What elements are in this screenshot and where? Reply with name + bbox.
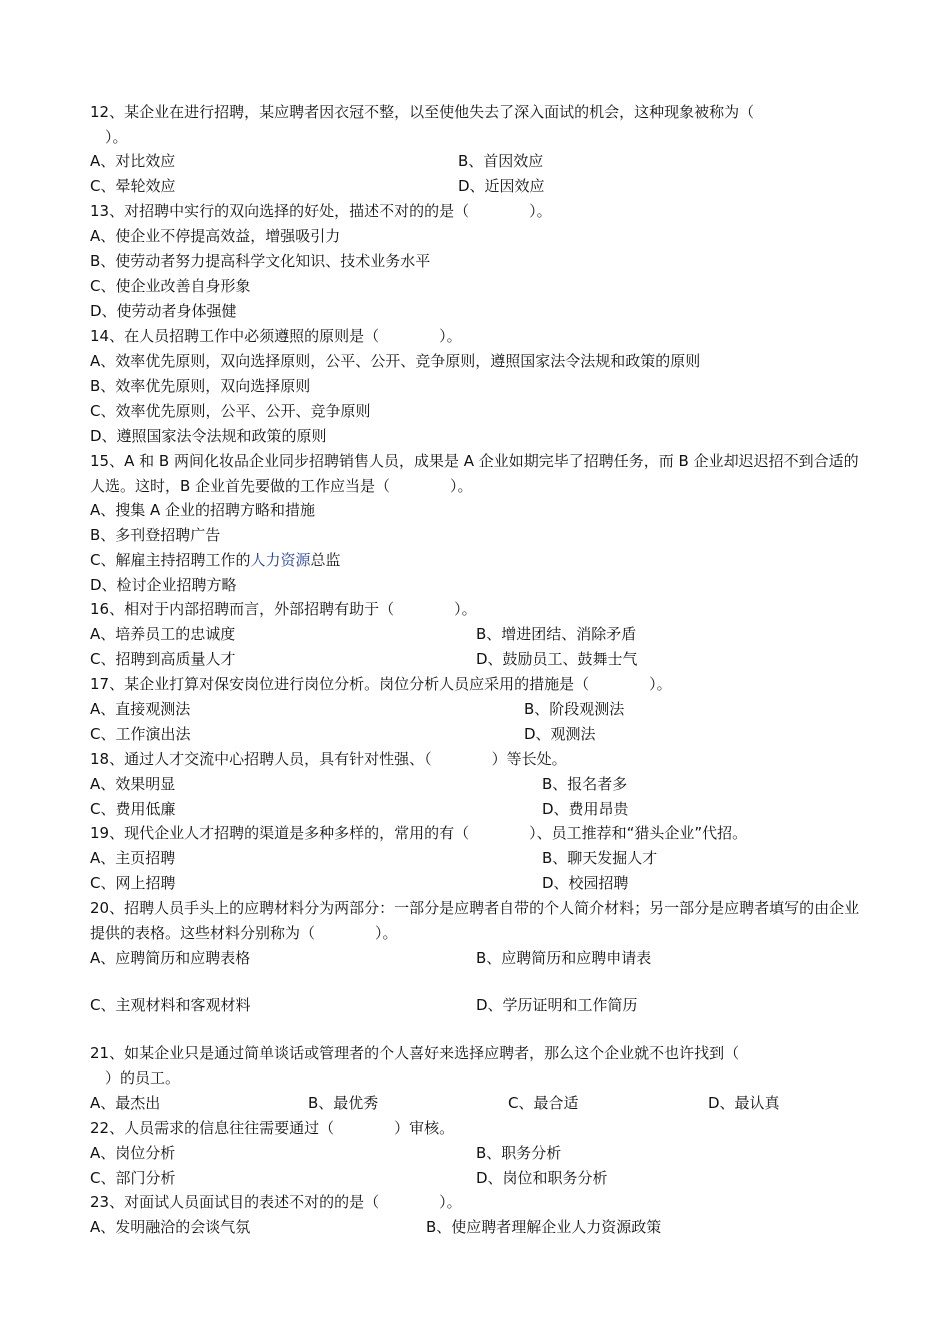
- question-12-option-c: C、晕轮效应: [90, 177, 176, 195]
- question-23-stem: 23、对面试人员面试目的表述不对的的是（ ）。: [90, 1193, 462, 1211]
- question-14-option-a: A、效率优先原则，双向选择原则，公平、公开、竞争原则，遵照国家法令法规和政策的原则: [90, 352, 701, 370]
- question-12-stem: 12、某企业在进行招聘，某应聘者因衣冠不整，以至使他失去了深入面试的机会，这种现象被称为（ ）。: [90, 103, 755, 146]
- question-15-option-d: D、检讨企业招聘方略: [90, 576, 237, 594]
- question-19-option-a: A、主页招聘: [90, 849, 176, 867]
- question-19-option-c: C、网上招聘: [90, 874, 176, 892]
- question-14-option-c: C、效率优先原则，公平、公开、竞争原则: [90, 402, 371, 420]
- question-22-option-b: B、职务分析: [476, 1144, 562, 1162]
- question-13-stem: 13、对招聘中实行的双向选择的好处，描述不对的的是（ ）。: [90, 202, 552, 220]
- question-18-stem: 18、通过人才交流中心招聘人员，具有针对性强、（ ）等长处。: [90, 750, 567, 768]
- question-14-option-d: D、遵照国家法令法规和政策的原则: [90, 427, 327, 445]
- question-16-option-b: B、增进团结、消除矛盾: [476, 625, 637, 643]
- question-20-option-d: D、学历证明和工作简历: [476, 996, 638, 1014]
- question-16-stem: 16、相对于内部招聘而言，外部招聘有助于（ ）。: [90, 600, 477, 618]
- question-18-option-c: C、费用低廉: [90, 800, 176, 818]
- question-15-option-c-suffix: 总监: [310, 551, 341, 569]
- question-15-option-c-prefix: C、解雇主持招聘工作的: [90, 551, 251, 569]
- question-22-option-c: C、部门分析: [90, 1169, 176, 1187]
- question-20-option-a: A、应聘简历和应聘表格: [90, 949, 251, 967]
- question-17-option-d: D、观测法: [524, 725, 596, 743]
- question-12-option-a: A、对比效应: [90, 152, 176, 170]
- question-14-option-b: B、效率优先原则，双向选择原则: [90, 377, 311, 395]
- question-18-option-d: D、费用昂贵: [542, 800, 629, 818]
- question-14-stem: 14、在人员招聘工作中必须遵照的原则是（ ）。: [90, 327, 462, 345]
- question-12-option-d: D、近因效应: [458, 177, 545, 195]
- question-19-stem: 19、现代企业人才招聘的渠道是多种多样的，常用的有（ ）、员工推荐和“猎头企业”代招。: [90, 824, 748, 842]
- question-21-option-d: D、最认真: [708, 1094, 780, 1112]
- question-13-option-b: B、使劳动者努力提高科学文化知识、技术业务水平: [90, 252, 431, 270]
- question-17-option-a: A、直接观测法: [90, 700, 191, 718]
- question-18-option-a: A、效果明显: [90, 775, 176, 793]
- question-20-option-c: C、主观材料和客观材料: [90, 996, 251, 1014]
- question-15-option-a: A、搜集 A 企业的招聘方略和措施: [90, 501, 316, 519]
- question-16-option-d: D、鼓励员工、鼓舞士气: [476, 650, 638, 668]
- question-21-option-c: C、最合适: [508, 1094, 579, 1112]
- question-17-option-b: B、阶段观测法: [524, 700, 625, 718]
- question-22-stem: 22、人员需求的信息往往需要通过（ ）审核。: [90, 1119, 455, 1137]
- question-19-option-d: D、校园招聘: [542, 874, 629, 892]
- question-17-option-c: C、工作演出法: [90, 725, 191, 743]
- question-21-option-a: A、最杰出: [90, 1094, 161, 1112]
- question-12-option-b: B、首因效应: [458, 152, 544, 170]
- question-15-option-c: [90, 548, 341, 573]
- question-22-option-a: A、岗位分析: [90, 1144, 176, 1162]
- question-15-stem: 15、A 和 B 两间化妆品企业同步招聘销售人员，成果是 A 企业如期完毕了招聘任务，而 B 企业却迟迟招不到合适的人选。这时，B 企业首先要做的工作应当是（ ）。: [90, 452, 859, 495]
- question-16-option-a: A、培养员工的忠诚度: [90, 625, 236, 643]
- question-21-option-b: B、最优秀: [308, 1094, 379, 1112]
- question-23-option-b: B、使应聘者理解企业人力资源政策: [426, 1218, 662, 1236]
- question-13-option-a: A、使企业不停提高效益，增强吸引力: [90, 227, 341, 245]
- question-21-stem: 21、如某企业只是通过简单谈话或管理者的个人喜好来选择应聘者，那么这个企业就不也许找到（ ）的员工。: [90, 1044, 740, 1087]
- question-23-option-a: A、发明融洽的会谈气氛: [90, 1218, 251, 1236]
- question-13-option-c: C、使企业改善自身形象: [90, 277, 251, 295]
- question-19-option-b: B、聊天发掘人才: [542, 849, 658, 867]
- question-16-option-c: C、招聘到高质量人才: [90, 650, 236, 668]
- question-20-stem: 20、招聘人员手头上的应聘材料分为两部分：一部分是应聘者自带的个人简介材料；另一部分是应聘者填写的由企业提供的表格。这些材料分别称为（ ）。: [90, 899, 860, 942]
- question-13-option-d: D、使劳动者身体强健: [90, 302, 237, 320]
- question-15-option-b: B、多刊登招聘广告: [90, 526, 221, 544]
- question-20-option-b: B、应聘简历和应聘申请表: [476, 949, 652, 967]
- question-17-stem: 17、某企业打算对保安岗位进行岗位分析。岗位分析人员应采用的措施是（ ）。: [90, 675, 672, 693]
- question-18-option-b: B、报名者多: [542, 775, 628, 793]
- hr-link[interactable]: 人力资源: [250, 551, 311, 569]
- question-22-option-d: D、岗位和职务分析: [476, 1169, 608, 1187]
